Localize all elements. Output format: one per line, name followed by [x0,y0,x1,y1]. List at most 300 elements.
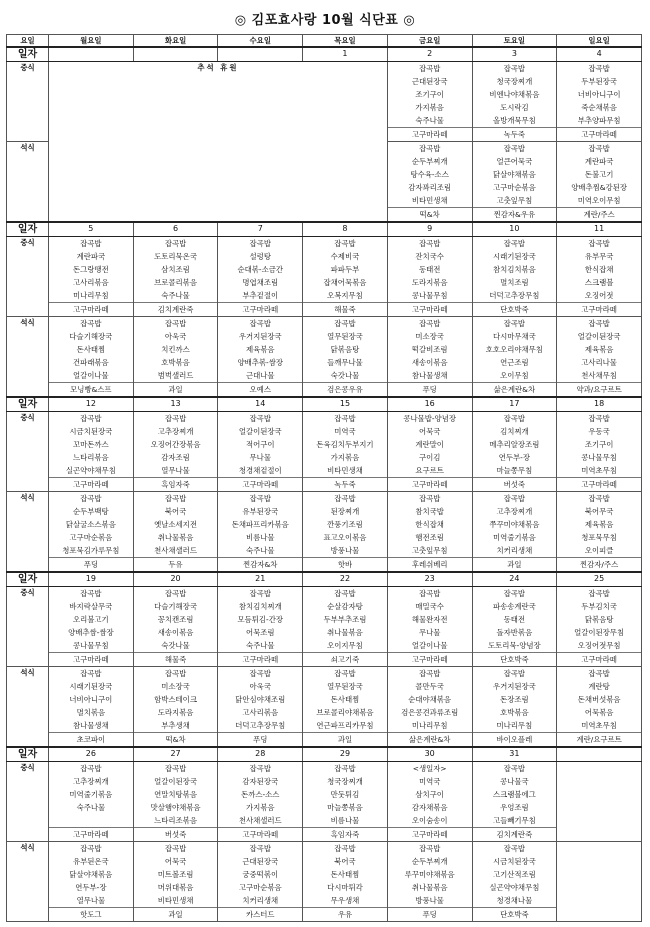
menu-item: 메추리알장조림 [489,440,540,450]
menu-item: 다시마튀각 [327,883,363,893]
date-cell: 27 [133,747,218,762]
meal-cell [218,317,303,398]
menu-item: 고춧잎무침 [411,546,448,556]
date-cell: 2 [387,47,472,62]
date-row [7,572,642,587]
dinner-row [7,842,642,922]
menu-item: 오징어젓 [584,291,614,301]
snack-item: 푸딩 [218,732,302,746]
menu-item: 청경채겉절이 [238,466,282,476]
menu-item: 요구르트 [415,466,444,476]
menu-item: 오이지무침 [327,641,363,651]
menu-item: 비엔나야채볶음 [489,90,540,100]
menu-item: 잡곡밥 [80,764,102,774]
snack-item: 김치계란죽 [473,827,557,841]
date-row-label: 일자 [7,47,49,62]
menu-item: 시래기된장국 [69,682,113,692]
menu-item: 숙주나물 [76,803,106,813]
menu-item: 감자조림 [161,453,190,463]
meal-cell [218,762,303,842]
date-cell: 25 [557,572,642,587]
menu-item: 잡곡밥 [334,589,356,599]
menu-item: 미나리무침 [411,721,448,731]
menu-item: 청포묵무침 [581,533,617,543]
menu-item: 동태전 [418,265,441,275]
snack-item: 흑임자죽 [134,477,218,491]
menu-item: 멸치볶음 [76,708,106,718]
lunch-label: 중식 [7,62,49,142]
menu-item: 잡곡밥 [249,669,271,679]
menu-item: 건파래볶음 [73,358,109,368]
menu-item: 순두부찌개 [411,157,448,167]
meal-cell [49,667,134,748]
meal-cell [218,667,303,748]
lunch-label: 중식 [7,237,49,317]
menu-item: 숙갓나물 [330,371,360,381]
menu-item: 얼갈이된장국 [577,332,621,342]
menu-item: 계란파국 [76,252,106,262]
date-cell: 23 [387,572,472,587]
menu-item: 돈사태찜 [330,695,360,705]
menu-item: 돈채파프리카볶음 [231,520,289,530]
menu-item: 잡곡밥 [164,319,187,329]
menu-item: 제육볶음 [584,345,614,355]
meal-cell [387,667,472,748]
meal-cell [472,317,557,398]
date-cell: 4 [557,47,642,62]
snack-item: 찐감자&차 [218,557,302,571]
snack-item: 푸딩 [388,382,472,396]
menu-item: 돈사태찜 [76,345,106,355]
meal-cell [49,587,134,667]
date-cell: 1 [303,47,388,62]
lunch-label: 중식 [7,762,49,842]
meal-cell [133,317,218,398]
menu-item: 한식잡채 [415,520,444,530]
menu-item: 연근조림 [500,358,529,368]
meal-cell [557,842,642,922]
menu-item: 닭살굴소스볶음 [65,520,116,530]
menu-item: 오징어젓무침 [577,641,621,651]
meal-cell [387,317,472,398]
menu-item: 잡곡밥 [503,64,526,74]
snack-item: 푸딩 [49,557,133,571]
menu-item: 청국장찌개 [327,777,363,787]
menu-item: 돈사태찜 [330,870,360,880]
date-row [7,397,642,412]
menu-item: 루꾸미야채볶음 [404,870,455,880]
menu-item: 잡채어묵볶음 [323,278,367,288]
menu-item: 오복지무침 [327,291,363,301]
menu-item: 아욱국 [249,682,271,692]
snack-item: 고구마라떼 [557,127,641,141]
menu-item: 호박볶음 [161,358,190,368]
menu-item: 연말치탕볶음 [154,790,197,800]
menu-item: 잡곡밥 [249,494,271,504]
meal-cell [49,492,134,573]
menu-item: 잡곡밥 [164,669,187,679]
date-cell: 26 [49,747,134,762]
menu-item: 궁중떡볶이 [242,870,279,880]
menu-item: 콜만두국 [415,682,444,692]
snack-item: 고구마라떼 [388,652,472,666]
snack-item: 해물죽 [134,652,218,666]
lunch-row [7,587,642,667]
date-cell: 30 [387,747,472,762]
menu-item: 제육볶음 [584,520,614,530]
menu-item: 고사리나물 [581,358,617,368]
menu-item: 새송이볶음 [157,628,194,638]
menu-item: 잡곡밥 [249,589,271,599]
snack-item: 과일 [303,732,387,746]
meal-cell [133,842,218,922]
menu-item: 가지볶음 [330,453,360,463]
dinner-row [7,667,642,748]
menu-item: 잡곡밥 [418,669,441,679]
menu-item: 숙주나물 [245,546,275,556]
menu-item: 잡곡밥 [588,494,610,504]
menu-item: 잡곡밥 [418,144,441,154]
menu-item: 검은콩견과류조림 [401,708,459,718]
meal-cell [472,587,557,667]
snack-item: 고구마라떼 [49,302,133,316]
menu-item: 고구마순볶음 [492,183,536,193]
menu-item: 열무된장국 [327,682,363,692]
menu-item: 쭈꾸미야채볶음 [489,520,540,530]
menu-item: 브로콜리야채볶음 [316,708,374,718]
meal-cell [49,412,134,492]
menu-item: 근대된장국 [242,857,279,867]
menu-item: 미역줄기볶음 [492,533,536,543]
menu-body [7,47,642,922]
menu-item: 돈그랑땡전 [73,265,109,275]
menu-item: 잡곡밥 [418,64,441,74]
menu-item: 콩나물국 [500,777,529,787]
menu-item: 잡곡밥 [334,239,356,249]
menu-item: 동태전 [503,615,526,625]
meal-cell [303,842,388,922]
snack-item: 고구마라떼 [388,477,472,491]
menu-item: 얼갈이된장국 [238,427,282,437]
dinner-label: 석식 [7,492,49,573]
holiday-label: 추석 휴원 [197,63,239,73]
meal-cell [557,762,642,842]
date-cell: 24 [472,572,557,587]
menu-item: 너비아니구이 [577,90,621,100]
day-header: 토요일 [472,35,557,48]
menu-item: 잡곡밥 [249,764,271,774]
snack-item: 두유 [134,557,218,571]
menu-item: 비름나물 [245,533,275,543]
date-row [7,747,642,762]
menu-item: 천사채샐러드 [238,816,282,826]
snack-item: 떡&차 [134,732,218,746]
menu-item: 잡곡밥 [249,414,271,424]
menu-item: 바지락살무국 [69,602,113,612]
menu-item: 미나리무침 [496,721,533,731]
menu-item: 표고오이볶음 [323,533,367,543]
menu-item: 콩나물밥-양념장 [403,414,456,424]
menu-item: 돌자반볶음 [496,628,533,638]
menu-item: 열무나물 [161,466,190,476]
meal-cell [472,142,557,223]
meal-cell [133,492,218,573]
menu-item: 콩나물무침 [73,641,109,651]
menu-item: 오이피클 [584,546,614,556]
menu-item: 연근파프리카무침 [316,721,374,731]
meal-cell [303,237,388,317]
lunch-row [7,237,642,317]
menu-item: 잡곡밥 [588,144,610,154]
snack-item: 초코파이 [49,732,133,746]
menu-item: 얼큰어묵국 [496,157,533,167]
menu-item: 양배추볶-쌈장 [237,358,284,368]
snack-item: 우유 [303,907,387,921]
menu-item: 잡곡밥 [80,844,102,854]
dinner-label: 석식 [7,317,49,398]
meal-cell [303,412,388,492]
menu-item: 돈불고기 [584,170,614,180]
menu-item: 고들빼기무침 [492,816,536,826]
menu-item: 청포묵김가루무침 [62,546,120,556]
menu-item: 닭볶음탕 [330,345,360,355]
menu-item: 참치국밥 [415,507,444,517]
lunch-row [7,762,642,842]
snack-item: 고구마라떼 [218,652,302,666]
menu-item: 치커리생채 [242,896,279,906]
menu-item: 비타민생채 [327,466,363,476]
meal-cell [557,237,642,317]
menu-item: <생일자> [412,764,447,774]
menu-item: 돈장조림 [500,695,529,705]
menu-item: 잡곡밥 [249,239,271,249]
menu-item: 잔치국수 [415,252,444,262]
meal-cell [472,667,557,748]
menu-item: 잡곡밥 [588,319,610,329]
menu-item: 잡곡밥 [80,319,102,329]
menu-item: 청국장찌개 [496,77,533,87]
menu-item: 잡곡밥 [503,414,526,424]
menu-item: 범벅샐러드 [157,371,194,381]
snack-item: 약과/요구르트 [557,382,641,396]
snack-item: 후레쉬베리 [388,557,472,571]
date-cell: 12 [49,397,134,412]
meal-cell [387,237,472,317]
menu-item: 치커리생채 [496,546,533,556]
menu-item: 실곤약야채무침 [489,883,540,893]
menu-item: 돈채버섯볶음 [577,695,621,705]
menu-item: 조기구이 [415,90,444,100]
snack-item: 녹두죽 [303,477,387,491]
date-cell: 17 [472,397,557,412]
date-cell: 21 [218,572,303,587]
menu-item: 순대볶-소금간 [237,265,284,275]
meal-cell [472,842,557,922]
menu-item: 돈까스-소스 [241,790,280,800]
menu-item: 호호오리야채무침 [485,345,543,355]
menu-item: 잡곡밥 [418,239,441,249]
menu-item: 미소장국 [415,332,444,342]
date-cell [49,47,134,62]
menu-item: 시금치된장국 [69,427,113,437]
menu-item: 비름나물 [330,816,360,826]
meal-cell [133,237,218,317]
meal-cell [303,587,388,667]
meal-cell [49,317,134,398]
menu-item: 어묵국 [418,427,441,437]
dinner-label: 석식 [7,142,49,223]
menu-item: 느타리조볶음 [154,816,197,826]
menu-item: 구이김 [418,453,441,463]
menu-item: 감자꽈리조림 [408,183,452,193]
menu-item: 잡곡밥 [80,414,102,424]
day-header: 금요일 [387,35,472,48]
menu-item: 오이숨송이 [411,816,448,826]
date-cell: 29 [303,747,388,762]
menu-item: 미역오이무침 [577,196,621,206]
menu-item: 모듬튀김-간장 [237,615,284,625]
menu-item: 순대야채볶음 [408,695,452,705]
meal-cell [218,412,303,492]
day-header: 화요일 [133,35,218,48]
menu-item: 실곤약야채무침 [65,466,116,476]
menu-item: 우동국 [588,427,610,437]
menu-item: 도시락김 [500,103,529,113]
menu-item: 치킨까스 [161,345,190,355]
meal-cell [218,587,303,667]
lunch-label: 중식 [7,412,49,492]
menu-item: 잡곡밥 [334,494,356,504]
menu-item: 잡곡밥 [80,589,102,599]
meal-cell [303,667,388,748]
date-cell: 11 [557,222,642,237]
menu-item: 숙주나물 [415,116,444,126]
menu-item: 계란말이 [415,440,444,450]
menu-item: 잡곡밥 [588,669,610,679]
menu-item: 잡곡밥 [80,494,102,504]
menu-item: 닭살야채볶음 [492,170,536,180]
menu-item: 닭살야채볶음 [69,870,113,880]
meal-cell [49,842,134,922]
meal-cell [303,317,388,398]
menu-item: 북어무국 [584,507,614,517]
meal-cell [557,62,642,142]
snack-item: 고구마라떼 [49,652,133,666]
menu-item: 시래기된장국 [492,252,536,262]
snack-item: 고구마라떼 [557,652,641,666]
menu-item: 잡곡밥 [334,669,356,679]
date-cell: 15 [303,397,388,412]
menu-item: 올방개묵무침 [492,116,536,126]
menu-item: 콩나물무침 [411,291,448,301]
date-cell [218,47,303,62]
menu-item: 고사리볶음 [73,278,109,288]
snack-item: 고구마라떼 [49,477,133,491]
menu-item: 고기산적조림 [492,870,536,880]
menu-item: 취나물볶음 [157,533,194,543]
menu-item: 취나물볶음 [411,883,448,893]
day-header: 월요일 [49,35,134,48]
meal-cell [133,587,218,667]
menu-item: 파송송계란국 [492,602,536,612]
date-cell: 10 [472,222,557,237]
date-row [7,47,642,62]
menu-item: 취나물볶음 [327,628,363,638]
meal-cell [472,412,557,492]
snack-item: 과일 [473,557,557,571]
snack-item: 오예스 [218,382,302,396]
menu-item: 마늘쫑무침 [496,466,533,476]
snack-item: 버섯죽 [134,827,218,841]
menu-item: 잡곡밥 [503,669,526,679]
meal-cell [387,587,472,667]
menu-item: 무나물 [418,628,441,638]
menu-item: 참나물생채 [411,371,448,381]
date-cell [557,747,642,762]
meal-cell [133,762,218,842]
menu-item: 유부무국 [584,252,614,262]
date-cell: 8 [303,222,388,237]
snack-item: 흑임자죽 [303,827,387,841]
menu-item: 계란파국 [584,157,614,167]
menu-item: 콩나물무침 [581,453,617,463]
empty-slot [49,814,133,827]
menu-item: 숙주나물 [161,291,190,301]
menu-item: 어묵조림 [245,628,275,638]
dinner-label: 석식 [7,842,49,922]
menu-item: 명엽채조림 [242,278,279,288]
menu-item: 파파두부 [330,265,360,275]
meal-cell [472,492,557,573]
date-cell: 9 [387,222,472,237]
menu-item: 미나리무침 [73,291,109,301]
menu-item: 시금치된장국 [492,857,536,867]
menu-item: 잡곡밥 [503,764,526,774]
snack-item: 고구마라떼 [49,827,133,841]
menu-item: 얼갈이된장국 [154,777,197,787]
lunch-label: 중식 [7,587,49,667]
date-row-label: 일자 [7,397,49,412]
snack-item: 카스터드 [218,907,302,921]
menu-item: 깐풍기조림 [327,520,363,530]
menu-item: 연두부-장 [75,883,107,893]
day-header: 일요일 [557,35,642,48]
menu-item: 비타민생채 [411,196,448,206]
menu-item: 양배추찜&강된장 [571,183,627,193]
header-label: 요일 [7,35,49,48]
meal-cell [387,492,472,573]
lunch-row [7,62,642,142]
meal-cell [133,412,218,492]
menu-item: 천사채무침 [581,371,617,381]
menu-item: 우거지된장국 [238,332,282,342]
menu-item: 브로콜리볶음 [154,278,197,288]
menu-item: 미트볼조림 [157,870,194,880]
snack-item: 쇠고기죽 [303,652,387,666]
menu-item: 잡곡밥 [249,319,271,329]
menu-item: 멸치조림 [500,278,529,288]
menu-item: 부추양파무침 [577,116,621,126]
menu-item: 맛살햄야채볶음 [150,803,201,813]
menu-item: 잡곡밥 [588,239,610,249]
menu-item: 스크램블 [584,278,614,288]
snack-item: 단호박죽 [473,652,557,666]
menu-item: 우거지된장국 [492,682,536,692]
meal-cell [303,492,388,573]
snack-item: 해물죽 [303,302,387,316]
menu-table [6,34,642,922]
meal-cell [557,587,642,667]
